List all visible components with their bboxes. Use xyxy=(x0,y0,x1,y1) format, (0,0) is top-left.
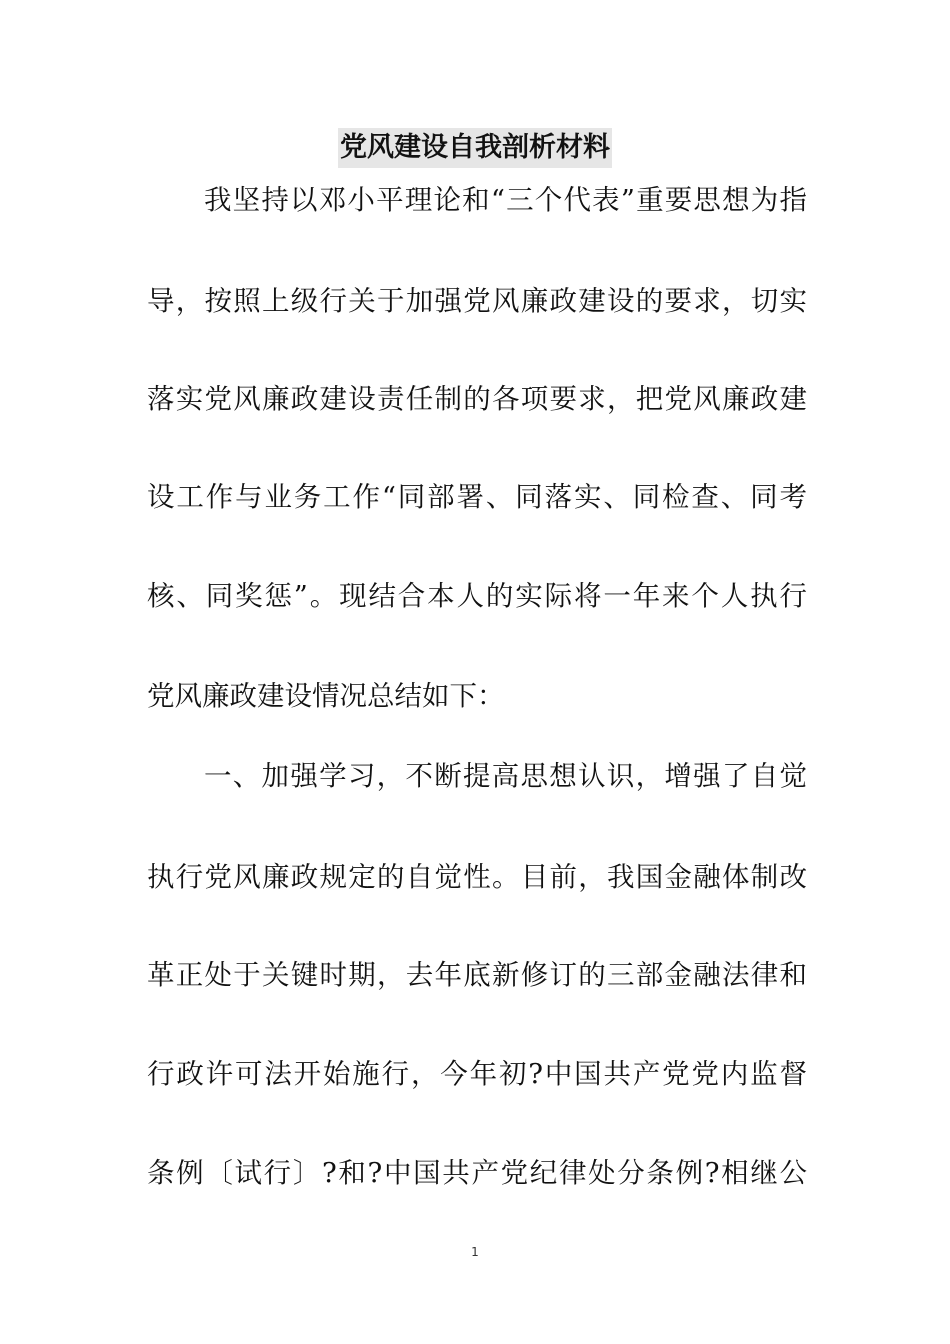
document-title-container xyxy=(0,128,950,168)
paragraph-line-8: 执行党风廉政规定的自觉性。目前，我国金融体制改 xyxy=(147,861,807,893)
document-title: 党风建设自我剖析材料 xyxy=(338,128,612,168)
paragraph-line-6: 党风廉政建设情况总结如下： xyxy=(147,680,505,712)
paragraph-line-2: 导，按照上级行关于加强党风廉政建设的要求，切实 xyxy=(147,285,807,317)
paragraph-line-9: 革正处于关键时期，去年底新修订的三部金融法律和 xyxy=(147,959,807,991)
page-number: 1 xyxy=(471,1245,479,1259)
paragraph-line-10: 行政许可法开始施行，今年初?中国共产党党内监督 xyxy=(147,1058,807,1090)
paragraph-line-3: 落实党风廉政建设责任制的各项要求，把党风廉政建 xyxy=(147,383,807,415)
paragraph-line-5: 核、同奖惩”。现结合本人的实际将一年来个人执行 xyxy=(147,580,807,612)
paragraph-line-4: 设工作与业务工作“同部署、同落实、同检查、同考 xyxy=(147,481,807,513)
paragraph-line-11: 条例〔试行〕?和?中国共产党纪律处分条例?相继公 xyxy=(147,1157,807,1189)
paragraph-line-7: 一、加强学习，不断提高思想认识，增强了自觉 xyxy=(204,760,807,792)
paragraph-line-1: 我坚持以邓小平理论和“三个代表”重要思想为指 xyxy=(204,184,807,216)
